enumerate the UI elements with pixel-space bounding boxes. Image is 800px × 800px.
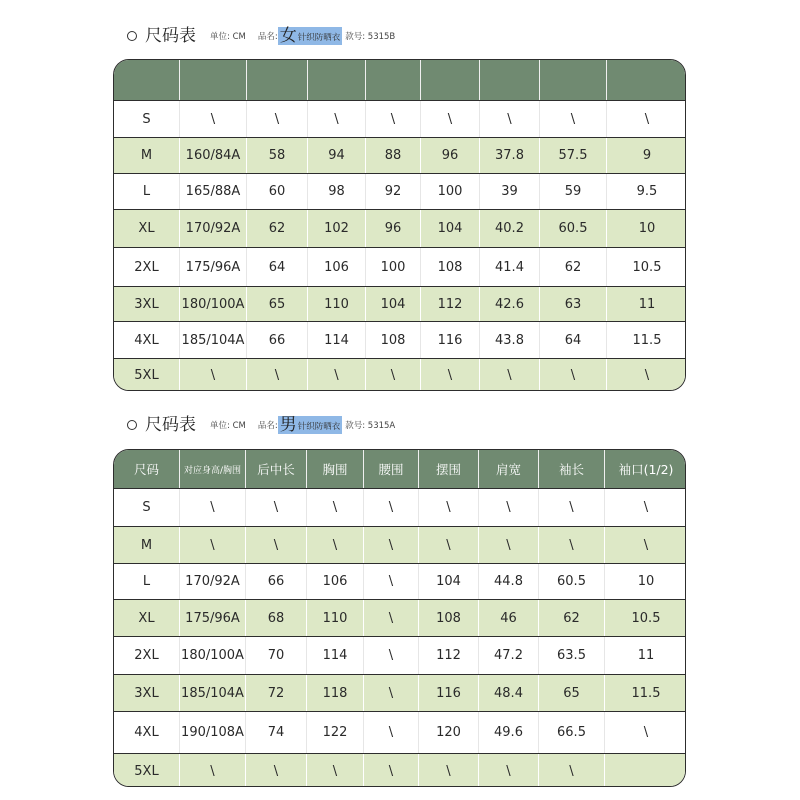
style-number: 款号: 5315B xyxy=(345,32,396,42)
table-row xyxy=(114,488,685,526)
table-cell: 160/84A xyxy=(179,138,246,173)
table-cell: \ xyxy=(363,712,418,753)
table-cell: S xyxy=(142,500,151,515)
table-cell: 170/92A xyxy=(179,210,246,247)
table-cell: 74 xyxy=(245,712,306,753)
table-row xyxy=(114,526,685,563)
table-cell: \ xyxy=(539,359,606,391)
table-row xyxy=(114,674,685,711)
table-cell: 165/88A xyxy=(179,174,246,209)
table-cell: 98 xyxy=(307,174,365,209)
table-cell: \ xyxy=(306,527,363,563)
women-size-chart-title xyxy=(127,20,395,46)
table-cell: 120 xyxy=(418,712,478,753)
table-cell: 60 xyxy=(246,174,307,209)
table-cell: 5XL xyxy=(134,763,159,779)
table-cell: 100 xyxy=(365,248,420,286)
column-header xyxy=(179,60,246,100)
table-cell: \ xyxy=(365,359,420,391)
table-cell: 2XL xyxy=(134,259,159,275)
table-row xyxy=(114,636,685,674)
table-row xyxy=(114,321,685,358)
table-cell: \ xyxy=(538,754,604,787)
column-header: 摆围 xyxy=(418,450,478,488)
table-cell: \ xyxy=(606,359,686,391)
table-row xyxy=(114,100,685,137)
table-cell: 10 xyxy=(604,564,686,599)
table-cell: \ xyxy=(245,754,306,787)
title-label: 尺码表 xyxy=(145,26,196,46)
table-cell: L xyxy=(142,184,151,199)
table-cell: 180/100A xyxy=(179,637,245,674)
product-name: 针织防晒衣 xyxy=(297,33,341,43)
table-cell: 62 xyxy=(246,210,307,247)
table-cell: 46 xyxy=(478,600,538,636)
table-cell: 4XL xyxy=(134,725,159,740)
table-cell: 104 xyxy=(420,210,479,247)
column-header: 后中长 xyxy=(245,450,306,488)
men-size-table xyxy=(113,449,686,787)
table-cell: L xyxy=(142,574,151,589)
table-cell: 62 xyxy=(539,248,606,286)
table-cell: 114 xyxy=(306,637,363,674)
table-cell: 122 xyxy=(306,712,363,753)
table-cell: \ xyxy=(363,754,418,787)
table-cell: 11.5 xyxy=(604,675,686,711)
table-cell: 40.2 xyxy=(479,210,539,247)
table-cell: 62 xyxy=(538,600,604,636)
product-name-highlight xyxy=(278,27,343,45)
table-cell: 94 xyxy=(307,138,365,173)
column-header: 尺码 xyxy=(133,462,159,477)
column-header: 腰围 xyxy=(363,450,418,488)
column-header xyxy=(479,60,539,100)
table-cell: \ xyxy=(606,101,686,137)
table-cell: \ xyxy=(478,489,538,526)
table-cell: \ xyxy=(604,712,686,753)
table-cell: 102 xyxy=(307,210,365,247)
table-row xyxy=(114,358,685,391)
table-row xyxy=(114,209,685,247)
table-cell: 96 xyxy=(365,210,420,247)
product-name-label: 品名: xyxy=(257,32,278,42)
table-cell: 5XL xyxy=(134,368,159,383)
table-cell: \ xyxy=(246,101,307,137)
column-header xyxy=(420,60,479,100)
unit-label: 单位: CM xyxy=(210,421,246,431)
table-cell: 175/96A xyxy=(179,600,245,636)
product-name: 针织防晒衣 xyxy=(297,422,341,432)
table-cell: \ xyxy=(478,527,538,563)
table-cell: XL xyxy=(138,221,155,236)
table-cell: 3XL xyxy=(134,296,159,312)
product-name-highlight xyxy=(278,416,343,434)
table-cell: 60.5 xyxy=(538,564,604,599)
table-cell: 106 xyxy=(306,564,363,599)
column-header: 胸围 xyxy=(306,450,363,488)
table-cell: 2XL xyxy=(134,648,159,663)
table-cell: 118 xyxy=(306,675,363,711)
table-cell: 9.5 xyxy=(606,174,686,209)
table-cell: \ xyxy=(245,489,306,526)
table-cell: \ xyxy=(418,489,478,526)
table-cell: \ xyxy=(363,489,418,526)
column-header: 袖口(1/2) xyxy=(604,450,686,488)
table-cell: 104 xyxy=(365,287,420,321)
table-cell: 57.5 xyxy=(539,138,606,173)
table-cell: 108 xyxy=(365,322,420,358)
column-header xyxy=(246,60,307,100)
table-cell: 185/104A xyxy=(179,322,246,358)
table-cell: 96 xyxy=(420,138,479,173)
table-cell: 66 xyxy=(245,564,306,599)
table-cell: 190/108A xyxy=(179,712,245,753)
circle-bullet-icon xyxy=(127,420,137,430)
table-cell: 114 xyxy=(307,322,365,358)
table-cell: 37.8 xyxy=(479,138,539,173)
table-cell: 116 xyxy=(418,675,478,711)
table-row xyxy=(114,137,685,173)
table-cell: 4XL xyxy=(134,332,159,348)
table-cell: 63 xyxy=(539,287,606,321)
circle-bullet-icon xyxy=(127,31,137,41)
table-row xyxy=(114,173,685,209)
table-cell: \ xyxy=(306,754,363,787)
table-cell: \ xyxy=(604,489,686,526)
column-header: 肩宽 xyxy=(478,450,538,488)
table-cell: 65 xyxy=(538,675,604,711)
table-cell: \ xyxy=(246,359,307,391)
table-cell: 180/100A xyxy=(179,287,246,321)
table-cell: S xyxy=(142,111,151,127)
title-label: 尺码表 xyxy=(145,415,196,435)
table-cell: \ xyxy=(604,527,686,563)
table-cell: \ xyxy=(363,637,418,674)
table-cell: 100 xyxy=(420,174,479,209)
table-cell: \ xyxy=(363,564,418,599)
table-cell: \ xyxy=(479,101,539,137)
table-cell xyxy=(604,754,686,787)
table-cell: 116 xyxy=(420,322,479,358)
table-cell: 88 xyxy=(365,138,420,173)
table-cell: 47.2 xyxy=(478,637,538,674)
table-cell: \ xyxy=(363,527,418,563)
table-cell: \ xyxy=(420,359,479,391)
men-size-chart-title xyxy=(127,409,395,435)
gender-label: 女 xyxy=(279,26,297,46)
table-cell: 65 xyxy=(246,287,307,321)
table-cell: \ xyxy=(179,489,245,526)
table-cell: \ xyxy=(363,600,418,636)
table-cell: \ xyxy=(418,754,478,787)
table-cell: M xyxy=(140,537,153,553)
table-cell: \ xyxy=(245,527,306,563)
women-size-table xyxy=(113,59,686,391)
table-cell: 66.5 xyxy=(538,712,604,753)
table-cell: \ xyxy=(179,754,245,787)
column-header xyxy=(365,60,420,100)
table-cell: 64 xyxy=(246,248,307,286)
table-cell: 110 xyxy=(307,287,365,321)
table-cell: 66 xyxy=(246,322,307,358)
table-cell: 64 xyxy=(539,322,606,358)
table-cell: \ xyxy=(307,359,365,391)
table-cell: \ xyxy=(365,101,420,137)
table-cell: 112 xyxy=(418,637,478,674)
table-cell: 58 xyxy=(246,138,307,173)
table-cell: 42.6 xyxy=(479,287,539,321)
table-cell: \ xyxy=(420,101,479,137)
table-cell: 59 xyxy=(539,174,606,209)
product-name-label: 品名: xyxy=(257,421,278,431)
table-cell: \ xyxy=(307,101,365,137)
table-cell: 108 xyxy=(418,600,478,636)
table-cell: M xyxy=(140,148,153,163)
table-cell: 185/104A xyxy=(179,675,245,711)
table-cell: \ xyxy=(306,489,363,526)
table-cell: \ xyxy=(418,527,478,563)
table-cell: 68 xyxy=(245,600,306,636)
table-cell: 70 xyxy=(245,637,306,674)
table-cell: \ xyxy=(363,675,418,711)
column-header xyxy=(114,60,179,100)
table-cell: 9 xyxy=(606,138,686,173)
table-cell: 72 xyxy=(245,675,306,711)
table-cell: 44.8 xyxy=(478,564,538,599)
table-row xyxy=(114,599,685,636)
table-cell: \ xyxy=(179,527,245,563)
style-number: 款号: 5315A xyxy=(345,421,396,431)
table-cell: 48.4 xyxy=(478,675,538,711)
table-row xyxy=(114,247,685,286)
table-cell: \ xyxy=(539,101,606,137)
table-cell: 108 xyxy=(420,248,479,286)
table-cell: 170/92A xyxy=(179,564,245,599)
table-cell: 110 xyxy=(306,600,363,636)
header-row xyxy=(114,60,685,100)
table-cell: 92 xyxy=(365,174,420,209)
column-header xyxy=(539,60,606,100)
table-cell: 10.5 xyxy=(606,248,686,286)
table-row xyxy=(114,286,685,321)
table-cell: 11 xyxy=(604,637,686,674)
table-cell: \ xyxy=(479,359,539,391)
table-row xyxy=(114,711,685,753)
column-header xyxy=(307,60,365,100)
table-cell: 112 xyxy=(420,287,479,321)
table-cell: \ xyxy=(179,101,246,137)
table-cell: 39 xyxy=(479,174,539,209)
table-cell: \ xyxy=(179,359,246,391)
table-cell: 10.5 xyxy=(604,600,686,636)
table-cell: \ xyxy=(478,754,538,787)
gender-label: 男 xyxy=(279,415,297,435)
table-cell: \ xyxy=(538,527,604,563)
table-cell: 3XL xyxy=(134,685,159,701)
table-cell: 49.6 xyxy=(478,712,538,753)
table-cell: \ xyxy=(538,489,604,526)
table-cell: 60.5 xyxy=(539,210,606,247)
table-cell: 10 xyxy=(606,210,686,247)
table-cell: 41.4 xyxy=(479,248,539,286)
header-row xyxy=(114,450,685,488)
table-cell: 175/96A xyxy=(179,248,246,286)
table-cell: 104 xyxy=(418,564,478,599)
table-cell: XL xyxy=(138,610,155,626)
table-cell: 106 xyxy=(307,248,365,286)
table-cell: 43.8 xyxy=(479,322,539,358)
table-cell: 11 xyxy=(606,287,686,321)
table-cell: 11.5 xyxy=(606,322,686,358)
table-cell: 63.5 xyxy=(538,637,604,674)
column-header xyxy=(606,60,686,100)
table-row xyxy=(114,753,685,787)
unit-label: 单位: CM xyxy=(210,32,246,42)
column-header: 袖长 xyxy=(538,450,604,488)
table-row xyxy=(114,563,685,599)
column-header: 对应身高/胸围 xyxy=(179,450,245,488)
